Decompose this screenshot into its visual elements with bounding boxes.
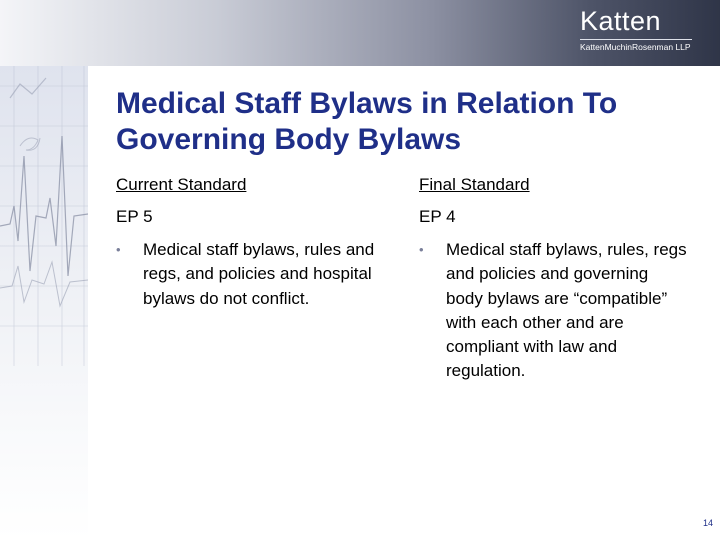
current-standard-ep: EP 5 — [116, 207, 153, 226]
ecg-chart-icon — [0, 66, 88, 540]
current-standard-bullet-text: Medical staff bylaws, rules and regs, and policies and hospital bylaws do not conflict. — [143, 240, 375, 308]
current-standard-column — [116, 174, 386, 311]
ecg-chart-graphic — [0, 66, 88, 540]
slide-title: Medical Staff Bylaws in Relation To Governing Body Bylaws — [116, 87, 618, 156]
final-standard-ep: EP 4 — [419, 207, 456, 226]
logo-subtitle: KattenMuchinRosenman LLP — [580, 42, 691, 52]
bullet-icon: • — [116, 242, 121, 257]
current-standard-heading: Current Standard — [116, 175, 247, 194]
header-bar — [0, 0, 720, 66]
final-standard-bullet — [419, 238, 689, 384]
page-number: 14 — [703, 518, 714, 528]
logo-divider — [580, 39, 692, 40]
bullet-icon: • — [419, 242, 424, 257]
final-standard-heading: Final Standard — [419, 175, 530, 194]
final-standard-bullet-text: Medical staff bylaws, rules, regs and policies and governing body bylaws are “compatible” with each other and are compliant with law and regulation. — [446, 240, 687, 381]
current-standard-bullet — [116, 238, 386, 311]
logo-text: Katten — [580, 6, 662, 36]
final-standard-column — [419, 174, 689, 384]
